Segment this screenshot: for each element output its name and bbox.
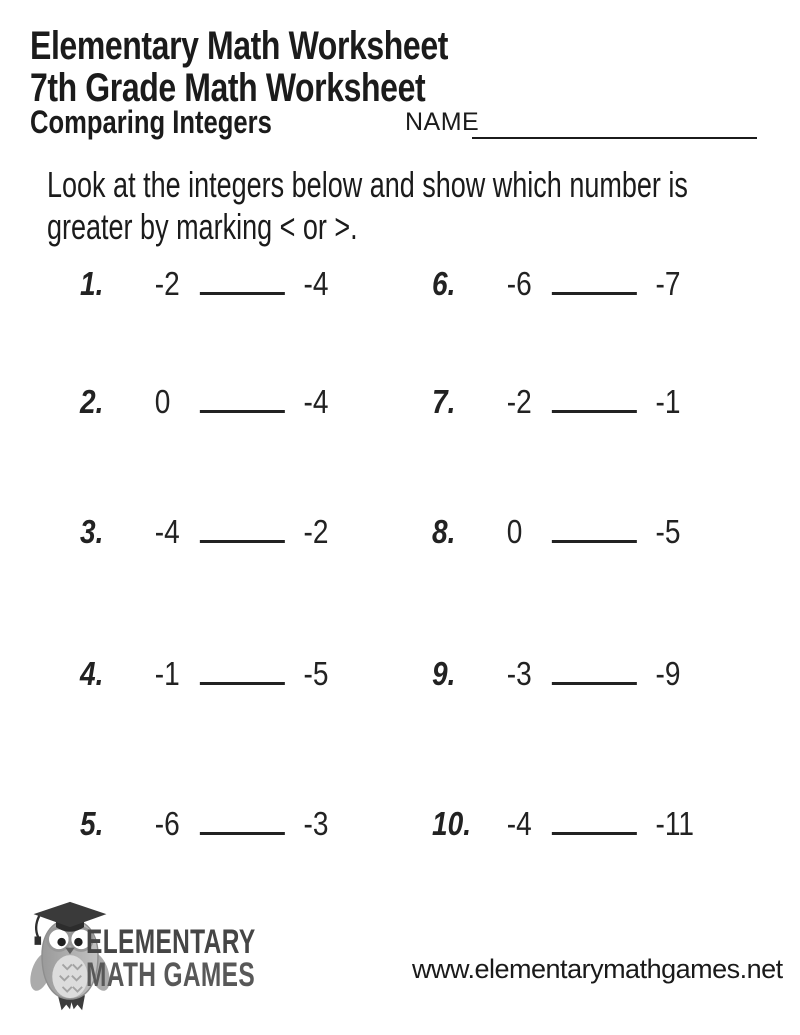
answer-blank[interactable] [552, 832, 637, 835]
answer-blank[interactable] [552, 292, 637, 295]
right-integer: -3 [303, 805, 329, 842]
instructions-line-2: greater by marking < or >. [47, 206, 358, 247]
right-integer: -9 [655, 655, 681, 692]
answer-blank[interactable] [552, 410, 637, 413]
answer-blank[interactable] [200, 832, 285, 835]
problem-number: 1. [80, 265, 104, 302]
answer-blank[interactable] [552, 540, 637, 543]
problem-number: 5. [80, 805, 104, 842]
name-fill-line[interactable] [472, 137, 757, 139]
problem-number: 3. [80, 513, 104, 550]
right-integer: -4 [303, 383, 329, 420]
right-integer: -2 [303, 513, 329, 550]
problem-number: 6. [432, 265, 456, 302]
answer-blank[interactable] [200, 540, 285, 543]
problem-row-4 [80, 654, 328, 694]
left-integer: 0 [154, 383, 171, 420]
problem-row-5 [80, 804, 328, 844]
left-integer: -6 [506, 265, 532, 302]
answer-blank[interactable] [200, 682, 285, 685]
instructions-line-1: Look at the integers below and show which number is [47, 164, 688, 205]
problem-row-9 [432, 654, 680, 694]
left-integer: 0 [506, 513, 523, 550]
brand-line-2: MATH GAMES [86, 956, 256, 994]
worksheet-topic: Comparing Integers [30, 104, 272, 140]
left-integer: -6 [154, 805, 180, 842]
right-integer: -11 [655, 805, 695, 842]
worksheet-title: Elementary Math Worksheet [30, 24, 448, 68]
problem-number: 4. [80, 655, 104, 692]
answer-blank[interactable] [552, 682, 637, 685]
problem-row-10 [432, 804, 694, 844]
worksheet-subtitle: 7th Grade Math Worksheet [30, 66, 426, 110]
left-integer: -2 [506, 383, 532, 420]
name-label: NAME [405, 108, 480, 136]
problem-number: 8. [432, 513, 456, 550]
problem-row-2 [80, 382, 328, 422]
right-integer: -7 [655, 265, 681, 302]
problem-row-7 [432, 382, 680, 422]
answer-blank[interactable] [200, 292, 285, 295]
right-integer: -4 [303, 265, 329, 302]
problem-number: 9. [432, 655, 456, 692]
problem-row-6 [432, 264, 680, 304]
problem-number: 7. [432, 383, 456, 420]
right-integer: -5 [655, 513, 681, 550]
problem-number: 10. [432, 805, 471, 842]
brand-logo-text [86, 923, 256, 994]
problem-number: 2. [80, 383, 104, 420]
left-integer: -4 [154, 513, 180, 550]
instructions-text [47, 164, 688, 248]
problem-row-3 [80, 512, 328, 552]
problem-row-1 [80, 264, 328, 304]
brand-line-1: ELEMENTARY [86, 923, 256, 961]
left-integer: -2 [154, 265, 180, 302]
right-integer: -1 [655, 383, 681, 420]
website-url: www.elementarymathgames.net [412, 954, 783, 984]
left-integer: -3 [506, 655, 532, 692]
answer-blank[interactable] [200, 410, 285, 413]
right-integer: -5 [303, 655, 329, 692]
left-integer: -1 [154, 655, 180, 692]
problem-row-8 [432, 512, 680, 552]
left-integer: -4 [506, 805, 532, 842]
